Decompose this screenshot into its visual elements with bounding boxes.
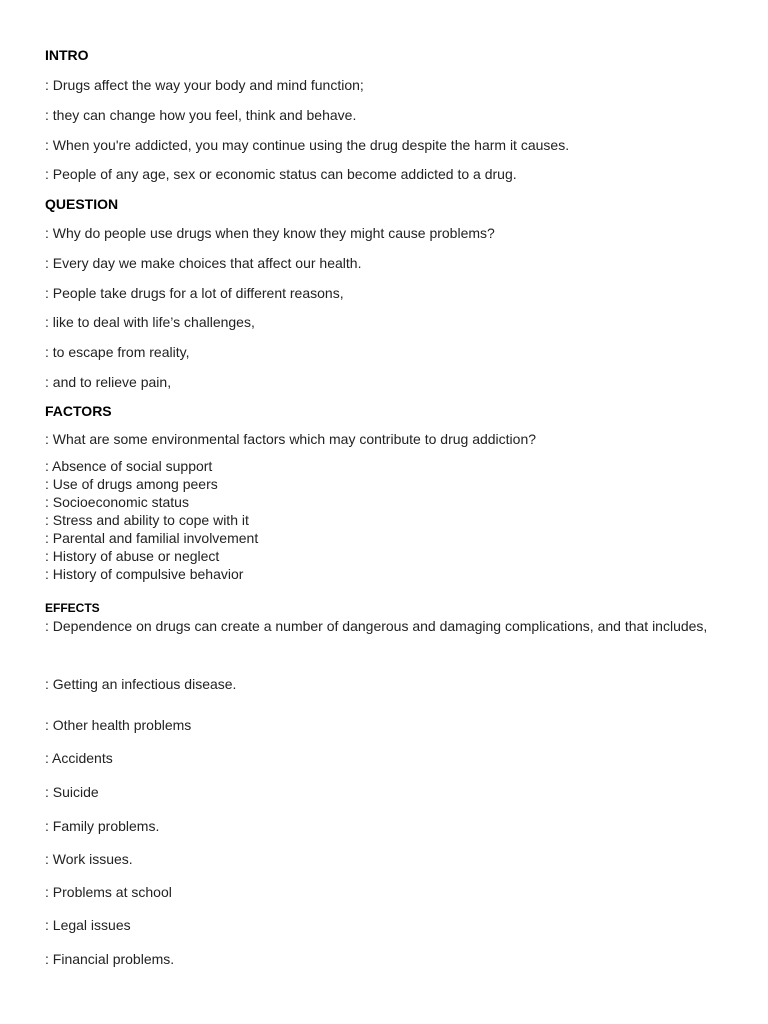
- section-heading-factors: FACTORS: [45, 403, 112, 419]
- list-item: : Parental and familial involvement: [45, 530, 259, 546]
- effects-item: : Problems at school: [45, 884, 172, 900]
- intro-line: : Drugs affect the way your body and mind function;: [45, 77, 364, 93]
- question-line: : Why do people use drugs when they know they might cause problems?: [45, 225, 495, 241]
- intro-line: : When you're addicted, you may continue using the drug despite the harm it causes.: [45, 137, 570, 153]
- effects-item: : Other health problems: [45, 717, 192, 733]
- effects-item: : Getting an infectious disease.: [45, 676, 237, 692]
- list-item: : History of abuse or neglect: [45, 548, 220, 564]
- question-line: : to escape from reality,: [45, 344, 190, 360]
- question-line: : Every day we make choices that affect our health.: [45, 255, 362, 271]
- list-item: : Socioeconomic status: [45, 494, 189, 510]
- section-heading-effects: EFFECTS: [45, 601, 100, 615]
- list-item: : Use of drugs among peers: [45, 476, 218, 492]
- question-line: : and to relieve pain,: [45, 374, 172, 390]
- effects-item: : Financial problems.: [45, 951, 175, 967]
- question-line: : like to deal with life’s challenges,: [45, 314, 255, 330]
- factors-list: [45, 457, 258, 583]
- question-line: : People take drugs for a lot of different reasons,: [45, 285, 344, 301]
- section-heading-question: QUESTION: [45, 196, 119, 212]
- effects-intro: : Dependence on drugs can create a number of dangerous and damaging complications, and that includes,: [45, 618, 708, 634]
- list-item: : Stress and ability to cope with it: [45, 512, 249, 528]
- effects-item: : Work issues.: [45, 851, 133, 867]
- intro-line: : they can change how you feel, think and behave.: [45, 107, 357, 123]
- effects-item: : Family problems.: [45, 818, 160, 834]
- intro-line: : People of any age, sex or economic status can become addicted to a drug.: [45, 166, 517, 182]
- factors-question: : What are some environmental factors which may contribute to drug addiction?: [45, 431, 537, 447]
- section-heading-intro: INTRO: [45, 47, 89, 63]
- list-item: : History of compulsive behavior: [45, 566, 244, 582]
- effects-item: : Accidents: [45, 750, 113, 766]
- effects-item: : Suicide: [45, 784, 99, 800]
- effects-item: : Legal issues: [45, 917, 131, 933]
- list-item: : Absence of social support: [45, 458, 213, 474]
